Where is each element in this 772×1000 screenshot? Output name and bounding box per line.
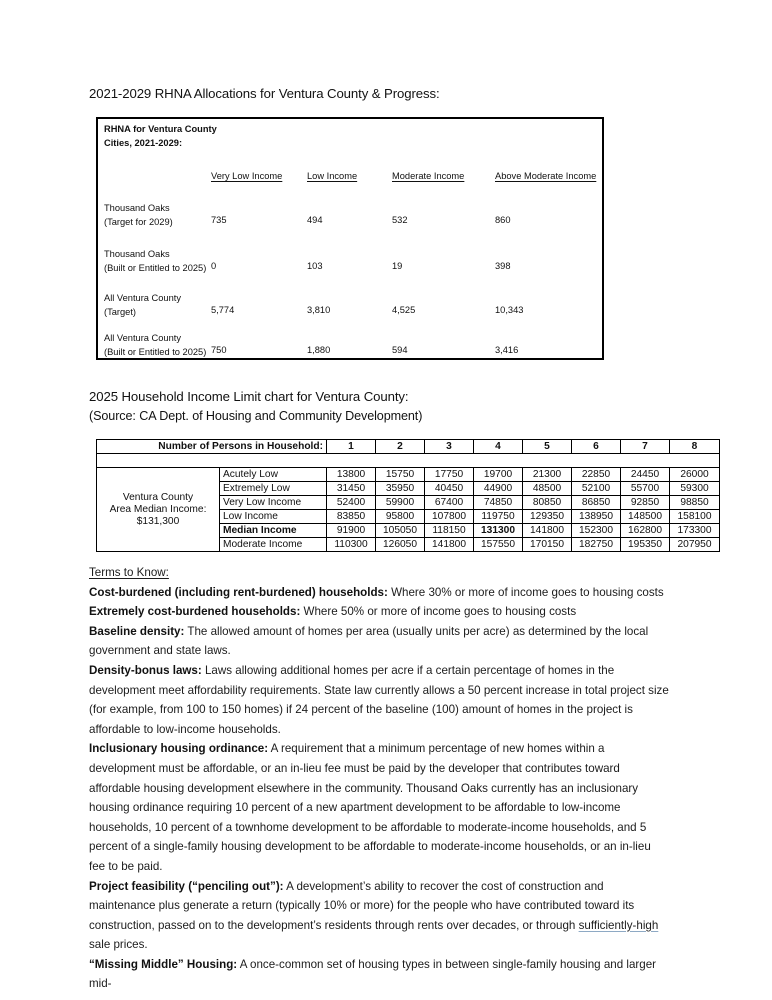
rhna-allocations-table: [96, 117, 604, 360]
income-value: 119750: [474, 510, 523, 524]
term-entry-project-feasibility: [89, 877, 669, 955]
income-value: 48500: [523, 482, 572, 496]
term-label: Inclusionary housing ordinance:: [89, 742, 269, 756]
income-value: 118150: [425, 524, 474, 538]
terms-to-know-section: [89, 563, 669, 994]
income-value: 182750: [572, 538, 621, 552]
rhna-row-sublabel: (Target): [104, 307, 137, 317]
rhna-cell: 3,810: [307, 305, 331, 315]
term-definition: The allowed amount of homes per area (usually units per acre) as determined by the local government and state laws.: [89, 624, 649, 658]
income-category-label: Low Income: [220, 510, 327, 524]
term-entry-cost-burdened: [89, 583, 669, 603]
income-limit-table-wrapper: [96, 439, 719, 552]
income-category-label: Median Income: [220, 524, 327, 538]
income-value: 141800: [425, 538, 474, 552]
rhna-column-header-above-moderate-income: Above Moderate Income: [495, 171, 597, 181]
income-value: 141800: [523, 524, 572, 538]
income-value: 83850: [327, 510, 376, 524]
rhna-row-label: Thousand Oaks: [104, 249, 170, 259]
term-label: Cost-burdened (including rent-burdened) households:: [89, 585, 388, 599]
rhna-row-label: Thousand Oaks: [104, 203, 170, 213]
income-value: 19700: [474, 468, 523, 482]
header-household-size: 7: [621, 440, 670, 454]
header-household-size: 4: [474, 440, 523, 454]
header-household-size: 8: [670, 440, 720, 454]
rhna-row-label: All Ventura County: [104, 293, 182, 303]
term-definition: Where 50% or more of income goes to housing costs: [300, 605, 577, 619]
income-value: 152300: [572, 524, 621, 538]
income-value: 21300: [523, 468, 572, 482]
rhna-row-sublabel: (Built or Entitled to 2025): [104, 263, 207, 273]
rhna-row-label: All Ventura County: [104, 333, 182, 343]
income-value: 138950: [572, 510, 621, 524]
income-value: 105050: [376, 524, 425, 538]
rhna-cell: 750: [211, 345, 227, 355]
header-household-size: 5: [523, 440, 572, 454]
rhna-cell: 0: [211, 261, 217, 271]
term-entry-extremely-cost-burdened: [89, 602, 669, 622]
rhna-cell: 5,774: [211, 305, 235, 315]
rhna-section-title: 2021-2029 RHNA Allocations for Ventura County & Progress:: [89, 86, 440, 101]
income-value: 98850: [670, 496, 720, 510]
rhna-cell: 860: [495, 215, 511, 225]
term-definition: A development’s ability to recover the cost of construction and maintenance plus generate a return (typically 10% or more) for the people who have contributed toward its construction, passed on to the development’s residents through rents over decades, or through: [89, 879, 635, 932]
term-label: Baseline density:: [89, 624, 185, 638]
income-value: 40450: [425, 482, 474, 496]
ami-line: Area Median Income:: [109, 503, 207, 515]
rhna-cell: 19: [392, 261, 403, 271]
income-category-label: Extremely Low: [220, 482, 327, 496]
income-value: 44900: [474, 482, 523, 496]
term-label: “Missing Middle” Housing:: [89, 957, 238, 971]
header-household-size: 2: [376, 440, 425, 454]
rhna-row-sublabel: (Built or Entitled to 2025): [104, 347, 207, 357]
income-table-spacer-row: [97, 454, 720, 468]
term-label: Density-bonus laws:: [89, 663, 202, 677]
income-category-label: Acutely Low: [220, 468, 327, 482]
ami-line: $131,300: [136, 515, 180, 527]
income-value: 13800: [327, 468, 376, 482]
income-value: 22850: [572, 468, 621, 482]
income-value: 24450: [621, 468, 670, 482]
income-category-label: Moderate Income: [220, 538, 327, 552]
term-entry-missing-middle-housing: [89, 955, 669, 994]
income-value: 92850: [621, 496, 670, 510]
income-value: 129350: [523, 510, 572, 524]
rhna-row-sublabel: (Target for 2029): [104, 217, 173, 227]
income-value: 86850: [572, 496, 621, 510]
rhna-cell: 10,343: [495, 305, 524, 315]
rhna-cell: 3,416: [495, 345, 519, 355]
income-value: 173300: [670, 524, 720, 538]
term-entry-density-bonus-laws: [89, 661, 669, 739]
income-value: 162800: [621, 524, 670, 538]
income-value: 26000: [670, 468, 720, 482]
header-persons-label: Number of Persons in Household:: [97, 440, 327, 454]
rhna-cell: 103: [307, 261, 323, 271]
income-value: 52400: [327, 496, 376, 510]
income-value: 170150: [523, 538, 572, 552]
term-definition: Laws allowing additional homes per acre if a certain percentage of homes in the development meet affordability requirements. State law currently allows a 50 percent increase in total project size (for example, from 100 to 150 homes) if 24 percent of the baseline (100) amount of homes in the project is affordable to low-income households.: [89, 663, 669, 736]
rhna-column-header-very-low-income: Very Low Income: [211, 171, 283, 181]
rhna-cell: 4,525: [392, 305, 416, 315]
rhna-column-header-moderate-income: Moderate Income: [392, 171, 465, 181]
income-table-header-row: [97, 440, 720, 454]
rhna-cell: 532: [392, 215, 408, 225]
header-household-size: 3: [425, 440, 474, 454]
header-household-size: 6: [572, 440, 621, 454]
income-table-row: [97, 468, 720, 482]
income-chart-source: (Source: CA Dept. of Housing and Community Development): [89, 409, 423, 423]
income-value: 148500: [621, 510, 670, 524]
term-label: Project feasibility (“penciling out”):: [89, 879, 284, 893]
term-definition: A requirement that a minimum percentage of new homes within a development must be affordable, or an in-lieu fee must be paid by the developer that contributes toward affordable housing development elsewhere in the community. Thousand Oaks currently has an inclusionary housing ordinance requiring 10 percent of a new apartment development to be affordable to low-income households, 10 percent of a townhome development to be affordable to moderate-income households, and 5 percent of a single-family housing development to be affordable to moderate-income households, or an in-lieu fee to be paid.: [89, 742, 651, 873]
rhna-table-corner-label: RHNA for Ventura County Cities, 2021-2029:: [104, 124, 217, 149]
income-value: 158100: [670, 510, 720, 524]
income-value: 207950: [670, 538, 720, 552]
ami-line: Ventura County: [122, 491, 194, 503]
rhna-cell: 735: [211, 215, 227, 225]
income-value: 80850: [523, 496, 572, 510]
income-value: 15750: [376, 468, 425, 482]
rhna-cell: 594: [392, 345, 408, 355]
income-value: 110300: [327, 538, 376, 552]
header-household-size: 1: [327, 440, 376, 454]
term-entry-baseline-density: [89, 622, 669, 661]
income-limit-table: [96, 439, 720, 552]
income-value: 157550: [474, 538, 523, 552]
term-highlighted-phrase: sufficiently-high: [578, 918, 659, 932]
terms-heading: Terms to Know:: [89, 566, 169, 579]
term-entry-inclusionary-housing-ordinance: [89, 739, 669, 876]
rhna-cell: 1,880: [307, 345, 331, 355]
income-value: 31450: [327, 482, 376, 496]
income-value: 91900: [327, 524, 376, 538]
income-value: 35950: [376, 482, 425, 496]
income-value: 17750: [425, 468, 474, 482]
rhna-cell: 494: [307, 215, 323, 225]
income-value: 55700: [621, 482, 670, 496]
income-value: 107800: [425, 510, 474, 524]
income-value: 52100: [572, 482, 621, 496]
income-value: 59300: [670, 482, 720, 496]
income-value: 59900: [376, 496, 425, 510]
income-value-highlighted: 131300: [474, 524, 523, 538]
term-label: Extremely cost-burdened households:: [89, 605, 301, 619]
income-value: 195350: [621, 538, 670, 552]
rhna-cell: 398: [495, 261, 511, 271]
income-value: 95800: [376, 510, 425, 524]
income-chart-title: 2025 Household Income Limit chart for Ventura County:: [89, 389, 409, 404]
area-median-income-cell: [97, 468, 220, 552]
income-value: 126050: [376, 538, 425, 552]
income-category-label: Very Low Income: [220, 496, 327, 510]
income-value: 74850: [474, 496, 523, 510]
income-value: 67400: [425, 496, 474, 510]
term-definition: Where 30% or more of income goes to housing costs: [387, 585, 664, 599]
term-definition: A once-common set of housing types in between single-family housing and larger mid-: [89, 957, 657, 991]
rhna-column-header-low-income: Low Income: [307, 171, 358, 181]
term-definition-continued: sale prices.: [89, 938, 148, 952]
spacer: [97, 454, 720, 468]
